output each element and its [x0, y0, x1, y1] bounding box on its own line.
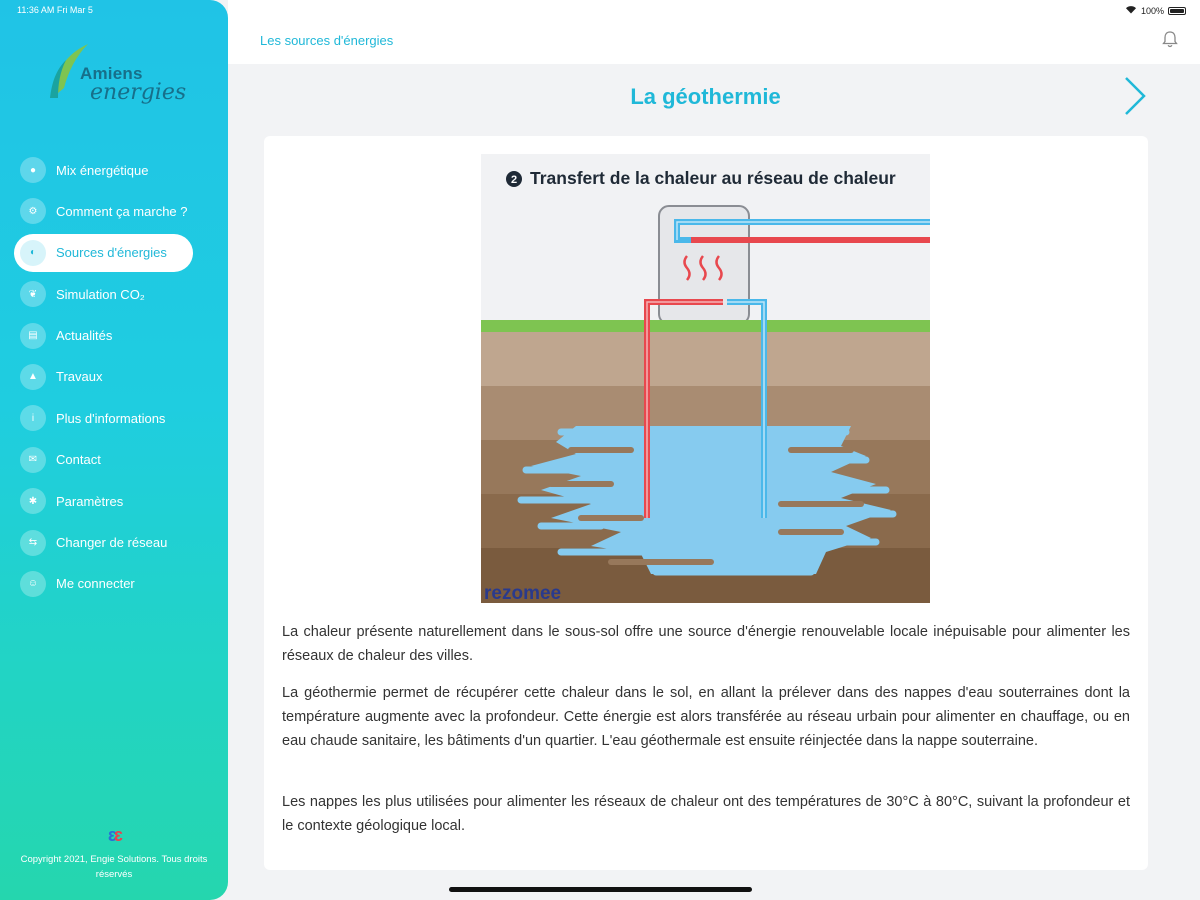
- sidebar-item-changer-reseau[interactable]: [14, 524, 214, 562]
- sidebar-item-label: Paramètres: [56, 493, 124, 509]
- sidebar-item-label: Sources d'énergies: [56, 245, 167, 261]
- warning-icon: ▲: [20, 364, 46, 390]
- sidebar-item-label: Me connecter: [56, 576, 135, 592]
- status-right: [1125, 5, 1186, 16]
- sidebar-item-comment-ca-marche[interactable]: [14, 192, 214, 230]
- paragraph-1: La chaleur présente naturellement dans le sous-sol offre une source d'énergie renouvelable locale inépuisable pour alimenter les réseaux de chaleur des villes.: [282, 624, 1130, 664]
- sidebar-item-simulation-co2[interactable]: [14, 275, 214, 313]
- sidebar-footer: [0, 825, 228, 882]
- next-page-chevron-icon[interactable]: [1122, 76, 1148, 116]
- status-bar: [0, 0, 1200, 20]
- sidebar-item-sources-energies[interactable]: [14, 234, 193, 272]
- logo-text-energies: energies: [90, 80, 187, 105]
- user-icon: ☺: [20, 571, 46, 597]
- app-logo[interactable]: [46, 42, 186, 112]
- info-icon: i: [20, 405, 46, 431]
- geothermal-illustration: [481, 154, 930, 603]
- sidebar-item-label: Mix énergétique: [56, 162, 149, 178]
- sidebar-item-label: Comment ça marche ?: [56, 203, 188, 219]
- step-number: 2: [510, 174, 518, 186]
- rezomee-brand: rezomee: [484, 583, 562, 603]
- battery-icon: [1168, 7, 1186, 15]
- wifi-icon: [1125, 5, 1137, 16]
- engie-logo: ɛɛ: [108, 825, 120, 845]
- figure-heading: Transfert de la chaleur au réseau de chaleur: [530, 168, 896, 188]
- sidebar-item-label: Changer de réseau: [56, 535, 168, 551]
- mail-icon: ✉: [20, 447, 46, 473]
- sidebar-item-plus-informations[interactable]: [14, 399, 214, 437]
- sidebar-item-label: Simulation CO₂: [56, 286, 145, 302]
- sidebar-item-contact[interactable]: [14, 441, 214, 479]
- sidebar-item-label: Travaux: [56, 369, 103, 385]
- settings-icon: ✱: [20, 488, 46, 514]
- leaf-icon: ❦: [20, 281, 46, 307]
- sidebar-item-parametres[interactable]: [14, 482, 214, 520]
- sidebar-item-actualites[interactable]: [14, 317, 214, 355]
- battery-percent: 100%: [1140, 5, 1164, 16]
- bell-icon[interactable]: [1160, 29, 1180, 49]
- gear-icon: ⚙: [20, 198, 46, 224]
- sidebar: [0, 0, 228, 900]
- sidebar-item-label: Actualités: [56, 328, 113, 344]
- sidebar-menu: [14, 151, 214, 606]
- status-time: 11:36 AM Fri Mar 5: [17, 5, 93, 15]
- sidebar-item-mix-energetique[interactable]: [14, 151, 214, 189]
- swap-icon: ⇆: [20, 530, 46, 556]
- paragraph-2: La géothermie permet de récupérer cette chaleur dans le sol, en allant la prélever dans des nappes d'eau souterraines dont la température augmente avec la profondeur. Cette énergie est alors transférée au réseau urbain pour alimenter en chauffage, ou en eau chaude sanitaire, les bâtiments d'un quartier. L'eau géothermale est ensuite réinjectée dans la nappe souterraine.: [282, 685, 1130, 749]
- sidebar-item-label: Plus d'informations: [56, 410, 166, 426]
- breadcrumb[interactable]: Les sources d'énergies: [260, 33, 394, 48]
- paragraph-3: Les nappes les plus utilisées pour alimenter les réseaux de chaleur ont des températures de 30°C à 80°C, suivant la profondeur et le contexte géologique local.: [282, 794, 1130, 834]
- page-title: La géothermie: [630, 84, 781, 109]
- home-indicator[interactable]: [449, 887, 752, 892]
- sidebar-item-travaux[interactable]: [14, 358, 214, 396]
- sidebar-item-label: Contact: [56, 452, 101, 468]
- news-icon: ▤: [20, 323, 46, 349]
- logo-text-amiens: Amiens: [80, 64, 143, 83]
- leaf-icon: ◐: [20, 240, 46, 266]
- content-card: [264, 136, 1148, 870]
- sidebar-item-me-connecter[interactable]: [14, 565, 214, 603]
- copyright-text: Copyright 2021, Engie Solutions. Tous droits réservés: [20, 854, 208, 880]
- lightbulb-icon: ●: [20, 157, 46, 183]
